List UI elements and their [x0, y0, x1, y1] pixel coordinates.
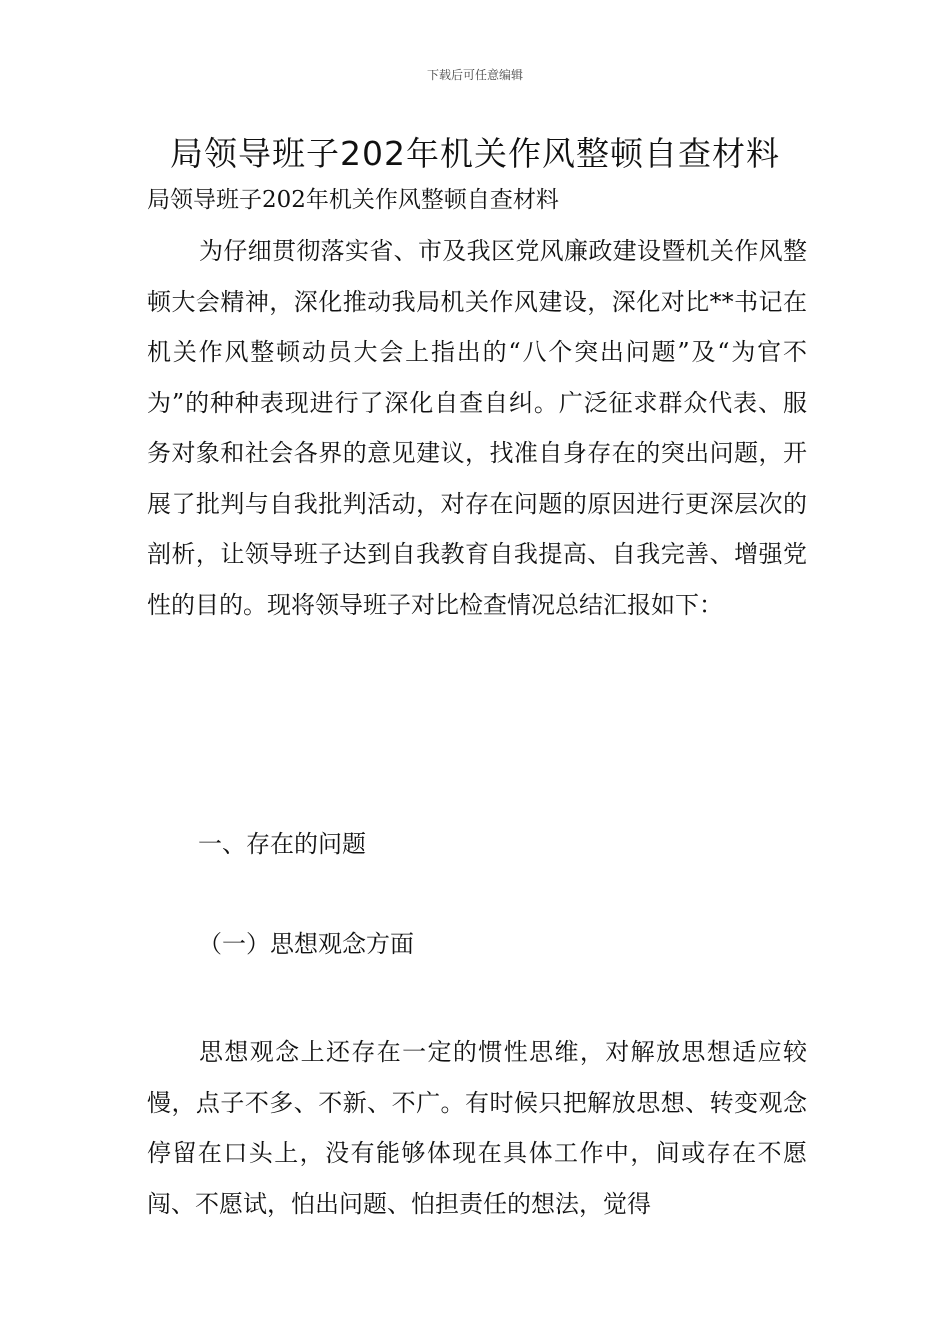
document-subtitle: 局领导班子202年机关作风整顿自查材料 [147, 187, 559, 213]
intro-paragraph: 为仔细贯彻落实省、市及我区党风廉政建设暨机关作风整顿大会精神，深化推动我局机关作风建设，深化对比**书记在机关作风整顿动员大会上指出的“八个突出问题”及“为官不为”的种种表现进行了深化自查自纠。广泛征求群众代表、服务对象和社会各界的意见建议，找准自身存在的突出问题，开展了批判与自我批判活动，对存在问题的原因进行更深层次的剖析，让领导班子达到自我教育自我提高、自我完善、增强党性的目的。现将领导班子对比检查情况总结汇报如下： [147, 237, 807, 619]
header-note: 下载后可任意编辑 [426, 68, 523, 82]
section-heading: 一、存在的问题 [198, 830, 366, 858]
document-title: 局领导班子202年机关作风整顿自查材料 [170, 134, 780, 173]
subsection-heading: （一）思想观念方面 [198, 930, 414, 958]
body-paragraph: 思想观念上还存在一定的惯性思维，对解放思想适应较慢，点子不多、不新、不广。有时候只把解放思想、转变观念停留在口头上，没有能够体现在具体工作中，间或存在不愿闯、不愿试，怕出问题、怕担责任的想法，觉得 [147, 1038, 807, 1218]
